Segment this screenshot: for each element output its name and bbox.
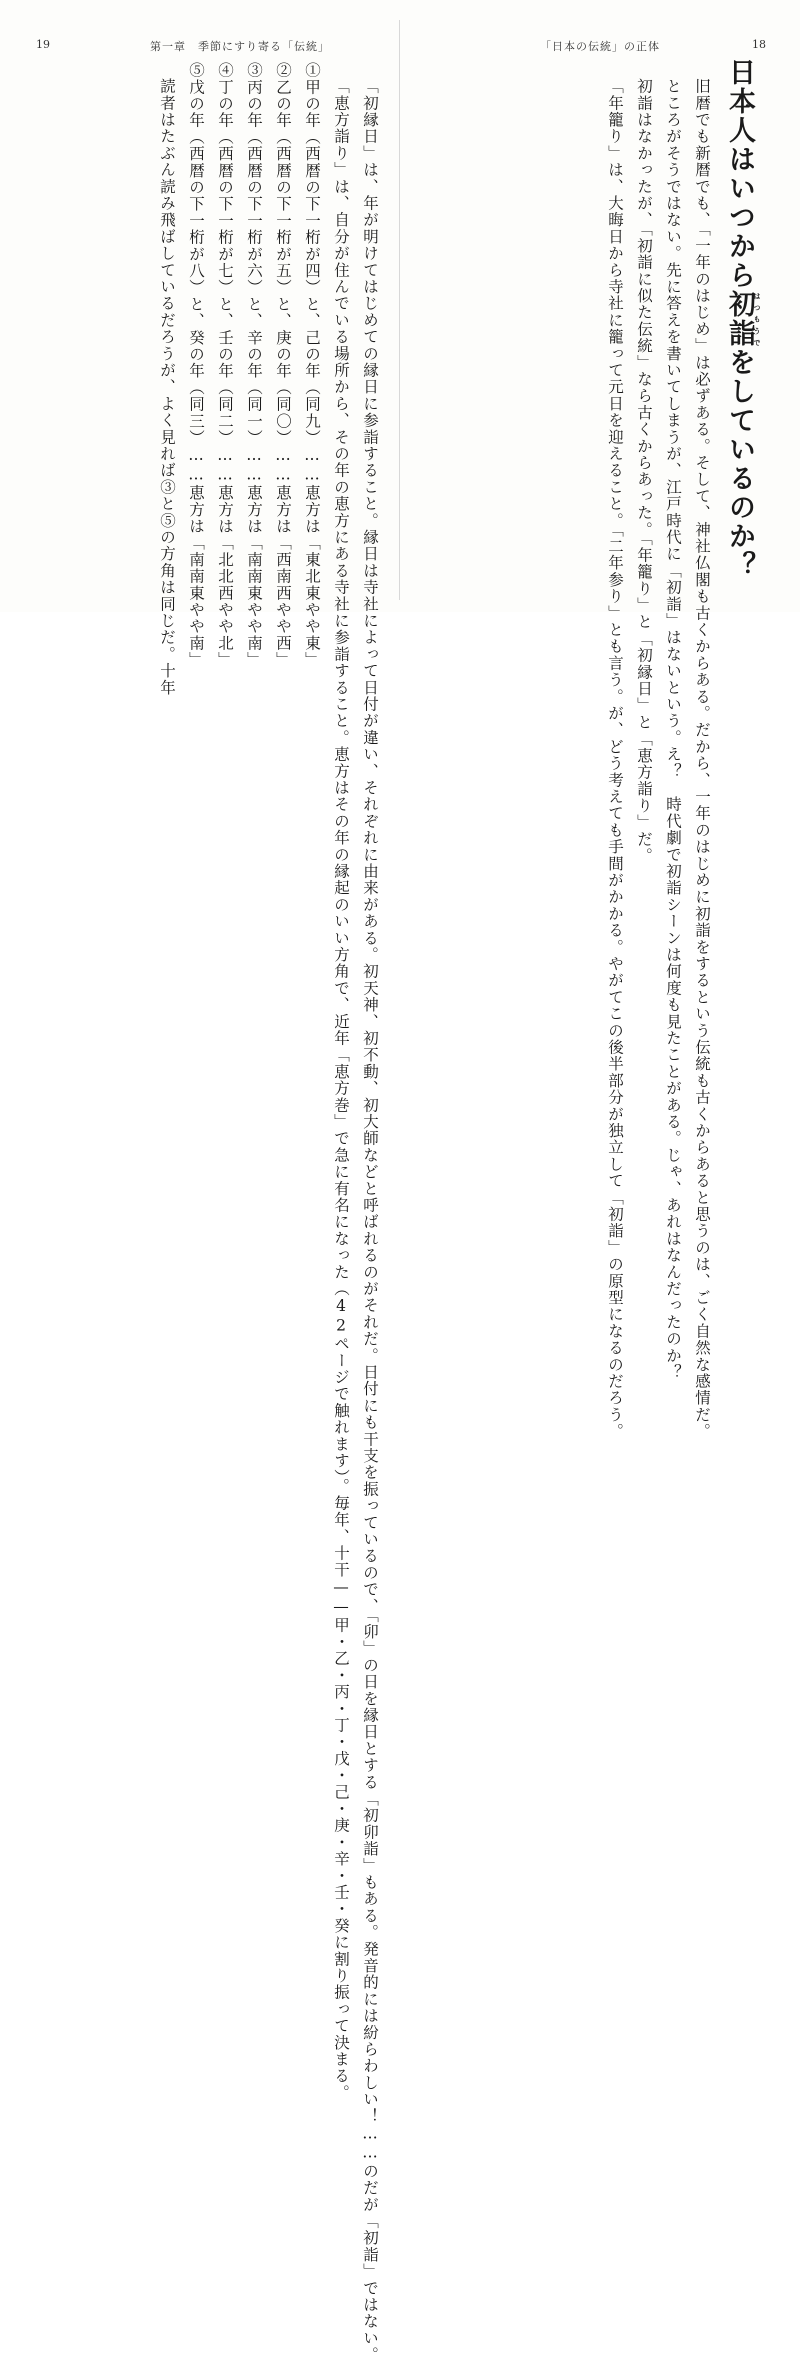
list-item: ⑤戊の年（西暦の下一桁が八）と、癸の年（同三）……恵方は「南南東やや南」 (187, 62, 205, 669)
body-paragraph: 「恵方詣り」は、自分が住んでいる場所から、その年の恵方にある寺社に参詣すること。恵方はその年の縁起のいい方角で、近年「恵方巻」で急に有名になった（42ページで触れます）。毎年、十干——甲・乙・丙・丁・戊・己・庚・辛・壬・癸に割り振って決まる。 (332, 77, 350, 2101)
list-item: ④丁の年（西暦の下一桁が七）と、壬の年（同二）……恵方は「北北西やや北」 (216, 62, 234, 669)
list-item: ②乙の年（西暦の下一桁が五）と、庚の年（同〇）……恵方は「西南西やや西」 (274, 62, 292, 669)
left-running-head: 第一章 季節にすり寄る「伝統」 (150, 40, 330, 53)
list-item: ③丙の年（西暦の下一桁が六）と、辛の年（同一）……恵方は「南南東やや南」 (245, 62, 263, 669)
right-page-number: 18 (752, 38, 766, 51)
left-page-number: 19 (36, 38, 50, 51)
left-page-body (22, 62, 384, 2363)
list-item: ①甲の年（西暦の下一桁が四）と、己の年（同九）……恵方は「東北東やや東」 (303, 62, 321, 669)
gutter-divider (399, 20, 400, 600)
body-paragraph: 初詣はなかったが、「初詣に似た伝統」なら古くからあった。「年籠り」と「初縁日」と「恵方詣り」だ。 (635, 77, 653, 864)
body-paragraph: 読者はたぶん読み飛ばしているだろうが、よく見れば③と⑤の方角は同じだ。十年 (158, 77, 176, 696)
body-paragraph: 旧暦でも新暦でも、「一年のはじめ」は必ずある。そして、神社仏閣も古くからある。だから、一年のはじめに初詣をするという伝統も古くからあると思うのは、ごく自然な感情だ。 (693, 77, 711, 1440)
body-paragraph: 「初縁日」は、年が明けてはじめての縁日に参詣すること。縁日は寺社によって日付が違い、それぞれに由来がある。初天神、初不動、初大師などと呼ばれるのがそれだ。日付にも干支を振っているので、「卯」の日を縁日とする「初卯詣」もある。発音的には紛らわしい！……のだが「初詣」ではない。 (361, 77, 379, 2363)
body-paragraph: ところがそうではない。先に答えを書いてしまうが、江戸時代に「初詣」はないという。え？ 時代劇で初詣シーンは何度も見たことがある。じゃ、あれはなんだったのか？ (664, 77, 682, 1381)
chapter-title: 日本人はいつから初詣はつもうでをしているのか？ (724, 58, 762, 580)
right-running-head: 「日本の伝統」の正体 (540, 40, 660, 53)
body-paragraph: 「年籠り」は、大晦日から寺社に籠って元日を迎えること。「二年参り」とも言う。が、どう考えても手間がかかる。やがてこの後半部分が独立して「初詣」の原型になるのだろう。 (606, 77, 624, 1440)
right-page-body (426, 62, 716, 1440)
